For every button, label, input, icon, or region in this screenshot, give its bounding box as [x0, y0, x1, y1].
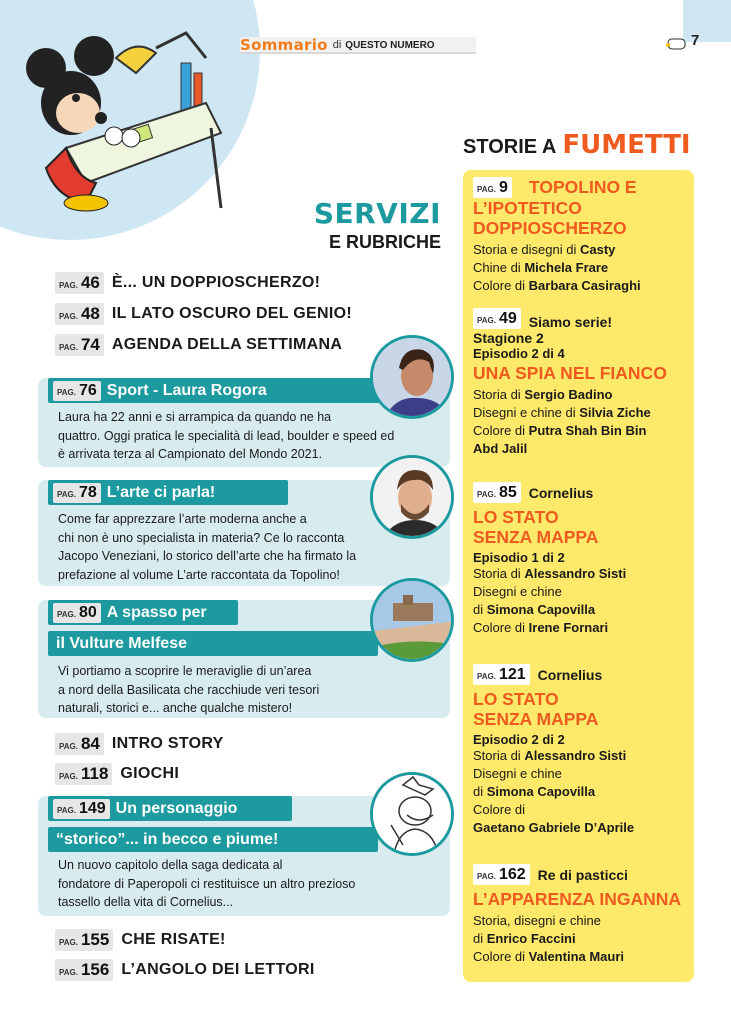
pag-label: PAG. — [59, 772, 78, 781]
credit-name: Sergio Badino — [524, 387, 613, 402]
story-page-row — [473, 482, 688, 503]
photo-laura-rogora — [370, 335, 454, 419]
header-title: Sommario — [240, 36, 328, 54]
credit-label: Colore di — [473, 423, 526, 438]
story-episode: Episodio 2 di 2 — [473, 732, 565, 747]
rubric-title: È... UN DOPPIOSCHERZO! — [111, 274, 321, 291]
services-title: SERVIZI — [313, 197, 441, 230]
pag-label: PAG. — [59, 343, 78, 352]
story-title — [473, 689, 688, 729]
credit-line — [473, 747, 688, 765]
credit-line — [473, 912, 688, 930]
page-tag — [55, 272, 104, 294]
credit-line — [473, 583, 688, 601]
credit-name: Valentina Mauri — [528, 949, 625, 964]
card-description — [58, 510, 356, 584]
story-title — [473, 363, 688, 383]
pag-label: PAG. — [57, 489, 76, 499]
story-item[interactable] — [473, 664, 688, 837]
credit-name: Alessandro Sisti — [524, 748, 627, 763]
pag-label: PAG. — [59, 938, 78, 947]
desc-line: Jacopo Veneziani, lo storico dell’arte che ha firmato la — [58, 549, 357, 563]
card-title-bar — [48, 480, 288, 505]
page-tag — [53, 799, 110, 819]
page-tag — [55, 334, 104, 356]
page-tag — [55, 733, 104, 755]
title-line: LO STATO — [473, 507, 559, 527]
pag-label: PAG. — [59, 968, 78, 977]
credit-line — [473, 259, 688, 277]
credit-name: Putra Shah Bin Bin — [528, 423, 647, 438]
page-num: 118 — [80, 764, 109, 783]
credit-label: Colore di — [473, 620, 526, 635]
story-item[interactable] — [473, 864, 688, 966]
card-description — [58, 662, 319, 718]
rubric-title: IL LATO OSCURO DEL GENIO! — [111, 305, 352, 322]
credit-line — [473, 948, 688, 966]
credit-label: Storia, disegni e chine — [473, 913, 601, 928]
card-title-bar — [48, 796, 292, 821]
credit-line — [473, 783, 688, 801]
page-num: 149 — [78, 799, 106, 817]
credit-name: Simona Capovilla — [486, 602, 596, 617]
page-tag — [53, 603, 101, 623]
rubric-title: AGENDA DELLA SETTIMANA — [111, 336, 343, 353]
story-title — [473, 507, 688, 547]
credit-name: Alessandro Sisti — [524, 566, 627, 581]
desc-line: Laura ha 22 anni e si arrampica da quando ne ha — [58, 410, 332, 424]
desc-line: a nord della Basilicata che racchiude veri tesori — [58, 682, 320, 697]
story-season: Stagione 2 — [473, 330, 544, 346]
pag-label: PAG. — [57, 609, 76, 619]
pag-label: PAG. — [477, 672, 496, 681]
story-title — [473, 889, 688, 909]
header-subtitle: QUESTO NUMERO — [345, 39, 435, 51]
title-line: L’APPARENZA INGANNA — [473, 889, 682, 909]
credit-line — [473, 619, 688, 637]
title-line: L’IPOTETICO — [473, 198, 582, 218]
credit-line — [473, 386, 688, 404]
rubric-item[interactable] — [55, 333, 342, 357]
page-tag — [473, 177, 512, 198]
page-tag — [473, 308, 521, 329]
credit-label: Colore di — [473, 278, 526, 293]
credit-name: Abd Jalil — [473, 441, 528, 456]
credit-line — [473, 440, 688, 458]
services-subtitle: E RUBRICHE — [328, 232, 441, 252]
glove-icon — [666, 36, 688, 52]
desc-line: naturali, storici e... anche qualche mistero! — [58, 701, 293, 715]
credit-line — [473, 277, 688, 295]
credit-line — [473, 422, 688, 440]
credit-label: Disegni e chine di — [473, 405, 576, 420]
desc-line: chi non è uno specialista in materia? Ce lo racconta — [58, 530, 345, 545]
credit-label: Storia e disegni di — [473, 242, 577, 257]
pag-label: PAG. — [477, 490, 496, 499]
credit-line — [473, 404, 688, 422]
card-title-2: “storico”... in becco e piume! — [56, 830, 279, 848]
title-line: TOPOLINO E — [529, 177, 637, 197]
credit-label: Storia di — [473, 387, 521, 402]
illustration-cornelius — [370, 772, 454, 856]
story-page-row — [473, 864, 688, 885]
credit-line — [473, 930, 688, 948]
story-series: Cornelius — [537, 666, 603, 683]
desc-line: quattro. Oggi pratica le specialità di lead, boulder e speed ed — [58, 428, 395, 443]
rubric-title: GIOCHI — [120, 765, 180, 782]
credit-name: Barbara Casiraghi — [528, 278, 641, 293]
rubric-title: CHE RISATE! — [121, 931, 226, 948]
photo-jacopo-veneziani — [370, 455, 454, 539]
page-num: 49 — [498, 309, 517, 327]
page-num: 74 — [80, 335, 100, 354]
header — [240, 36, 435, 54]
pag-label: PAG. — [57, 387, 76, 397]
rubric-title: L’ANGOLO DEI LETTORI — [121, 961, 315, 978]
pag-label: PAG. — [477, 315, 496, 325]
story-credits — [473, 565, 688, 637]
page-tag — [53, 483, 101, 503]
credit-label: Disegni e chine — [473, 766, 562, 781]
story-episode: Episodio 2 di 4 — [473, 346, 565, 361]
page-num: 46 — [80, 273, 100, 292]
credit-label: Colore di — [473, 802, 526, 817]
story-credits — [473, 386, 688, 458]
rubric-item[interactable] — [55, 302, 352, 326]
story-credits — [473, 912, 688, 966]
pag-label: PAG. — [59, 742, 78, 751]
desc-line: Un nuovo capitolo della saga dedicata al — [58, 858, 283, 872]
page-tag — [473, 482, 521, 503]
credit-label: di — [473, 602, 484, 617]
page-number: 7 — [691, 32, 700, 49]
credit-label: di — [473, 784, 484, 799]
page-num: 78 — [78, 483, 97, 501]
story-page-row — [473, 306, 688, 330]
rubric-item[interactable] — [55, 958, 315, 982]
page-tag — [55, 929, 113, 951]
card-title-bar-2 — [48, 827, 378, 852]
credit-name: Gaetano Gabriele D’Aprile — [473, 820, 635, 835]
page-num: 162 — [498, 866, 526, 883]
credit-line — [473, 819, 688, 837]
rubric-item[interactable] — [55, 928, 226, 952]
page-num: 48 — [80, 304, 100, 323]
page-num: 121 — [498, 666, 526, 683]
credit-label: Colore di — [473, 949, 526, 964]
credit-label: Disegni e chine — [473, 584, 562, 599]
credit-name: Enrico Faccini — [486, 931, 576, 946]
credit-line — [473, 601, 688, 619]
desc-line: prefazione al volume L’arte raccontata da Topolino! — [58, 567, 340, 582]
card-title: Un personaggio — [115, 799, 238, 817]
story-credits — [473, 241, 688, 295]
title-line: SENZA MAPPA — [473, 527, 599, 547]
story-credits — [473, 747, 688, 837]
credit-name: Michela Frare — [524, 260, 609, 275]
card-title-bar — [48, 378, 388, 403]
credit-label: di — [473, 931, 484, 946]
credit-label: Chine di — [473, 260, 521, 275]
credit-name: Silvia Ziche — [579, 405, 651, 420]
story-series: Cornelius — [528, 484, 594, 501]
page-tag — [55, 959, 113, 981]
page-num: 76 — [78, 381, 97, 399]
pag-label: PAG. — [57, 805, 76, 815]
rubric-title: INTRO STORY — [111, 735, 224, 752]
credit-line — [473, 241, 688, 259]
card-title-bar-2 — [48, 631, 378, 656]
comics-head-a: STORIE A — [463, 136, 557, 158]
credit-name: Casty — [579, 242, 616, 257]
story-item[interactable] — [473, 482, 688, 637]
card-description — [58, 408, 394, 464]
desc-line: Vi portiamo a scoprire le meraviglie di un’area — [58, 664, 312, 678]
credit-label: Storia di — [473, 748, 521, 763]
story-series: Re di pasticci — [537, 866, 628, 883]
page-num: 84 — [80, 734, 100, 753]
desc-line: è arrivata terza al Campionato del Mondo 2021. — [58, 447, 323, 461]
rubric-item[interactable] — [55, 732, 224, 756]
title-line: UNA SPIA NEL FIANCO — [473, 363, 667, 383]
credit-line — [473, 801, 688, 819]
pag-label: PAG. — [59, 281, 78, 290]
page-tag — [55, 763, 112, 785]
story-item[interactable] — [473, 306, 688, 458]
page-num: 155 — [80, 930, 110, 949]
pag-label: PAG. — [59, 312, 78, 321]
pag-label: PAG. — [477, 872, 496, 881]
story-page-row — [473, 664, 688, 685]
card-title-2: il Vulture Melfese — [56, 634, 187, 652]
page-num: 80 — [78, 603, 97, 621]
story-series: Siamo serie! — [528, 314, 613, 330]
photo-vulture-melfese — [370, 578, 454, 662]
desc-line: Come far apprezzare l’arte moderna anche a — [58, 512, 307, 526]
comics-head-b: FUMETTI — [562, 130, 691, 160]
card-title: Sport - Laura Rogora — [106, 381, 267, 399]
rubric-item[interactable] — [55, 762, 179, 786]
header-of: di — [332, 39, 342, 51]
page-num: 156 — [80, 960, 110, 979]
desc-line: tassello della vita di Cornelius... — [58, 895, 234, 909]
title-line: DOPPIOSCHERZO — [473, 218, 627, 238]
credit-line — [473, 565, 688, 583]
page-tag — [55, 303, 104, 325]
credit-label: Storia di — [473, 566, 521, 581]
pag-label: PAG. — [477, 185, 496, 194]
title-line: LO STATO — [473, 689, 559, 709]
story-page-row — [473, 177, 512, 198]
comics-section-title — [463, 130, 691, 160]
page-num: 9 — [498, 179, 508, 196]
credit-name: Simona Capovilla — [486, 784, 596, 799]
services-section-title — [314, 197, 441, 253]
page-tag — [473, 864, 530, 885]
mascot-drawing-illustration — [6, 18, 236, 213]
page-num: 85 — [498, 484, 517, 501]
title-line: SENZA MAPPA — [473, 709, 599, 729]
card-title-bar — [48, 600, 238, 625]
card-title: L’arte ci parla! — [106, 483, 216, 501]
page-tag — [53, 381, 101, 401]
story-episode: Episodio 1 di 2 — [473, 550, 565, 565]
story-item[interactable] — [473, 177, 688, 295]
credit-name: Irene Fornari — [528, 620, 609, 635]
rubric-item[interactable] — [55, 271, 320, 295]
credit-line — [473, 765, 688, 783]
card-title: A spasso per — [106, 603, 207, 621]
card-description — [58, 856, 355, 912]
page-tag — [473, 664, 530, 685]
desc-line: fondatore di Paperopoli ci restituisce un altro prezioso — [58, 876, 356, 891]
